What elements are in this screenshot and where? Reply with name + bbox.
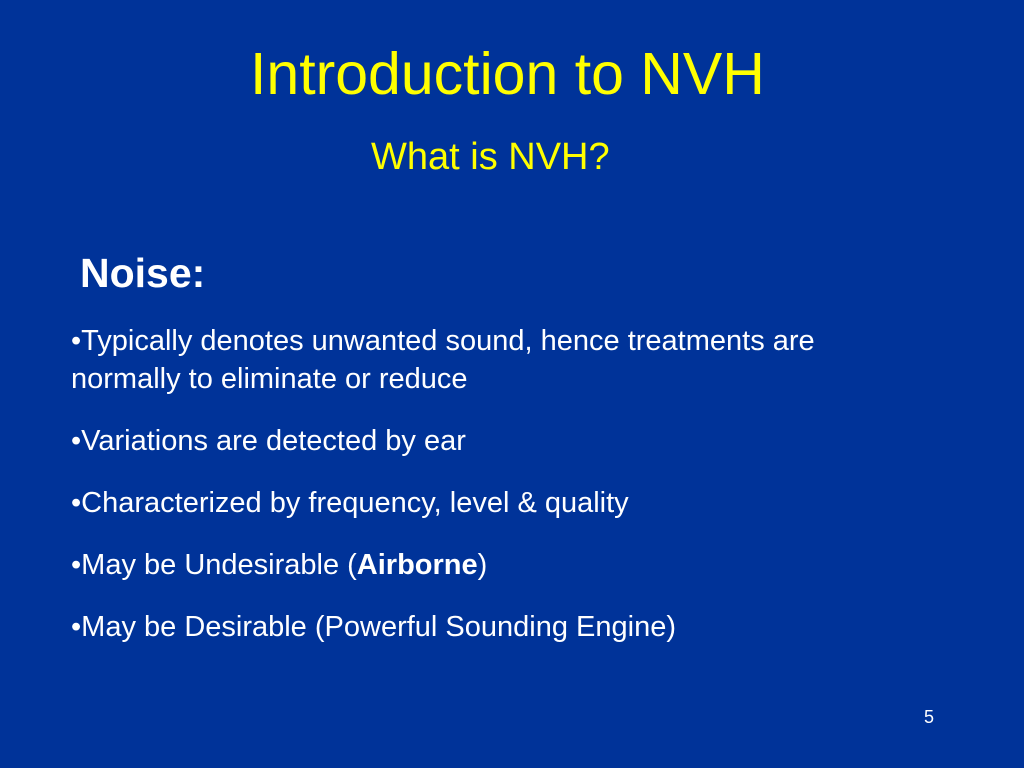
bullet-text: Characterized by frequency, level & quality bbox=[81, 487, 629, 519]
bullet-list bbox=[71, 322, 931, 670]
bullet-text-prefix: May be Undesirable ( bbox=[81, 549, 357, 581]
bullet-item bbox=[71, 322, 931, 398]
section-heading-noise: Noise: bbox=[80, 250, 206, 296]
bullet-text-suffix: ) bbox=[477, 549, 488, 581]
slide-subtitle: What is NVH? bbox=[371, 136, 610, 178]
bullet-marker: • bbox=[71, 425, 82, 457]
bullet-marker: • bbox=[71, 611, 82, 643]
slide-title: Introduction to NVH bbox=[250, 41, 765, 107]
bullet-text: Variations are detected by ear bbox=[81, 425, 466, 457]
bullet-marker: • bbox=[71, 549, 82, 581]
bullet-marker: • bbox=[71, 325, 82, 357]
bullet-marker: • bbox=[71, 487, 82, 519]
bullet-text: May be Desirable (Powerful Sounding Engine) bbox=[81, 611, 676, 643]
bullet-item bbox=[71, 422, 931, 460]
bullet-item bbox=[71, 484, 931, 522]
bullet-text-bold: Airborne bbox=[356, 549, 478, 581]
bullet-item bbox=[71, 608, 931, 646]
page-number: 5 bbox=[924, 707, 935, 727]
bullet-item bbox=[71, 546, 931, 584]
bullet-text: Typically denotes unwanted sound, hence treatments are normally to eliminate or reduce bbox=[71, 325, 815, 395]
